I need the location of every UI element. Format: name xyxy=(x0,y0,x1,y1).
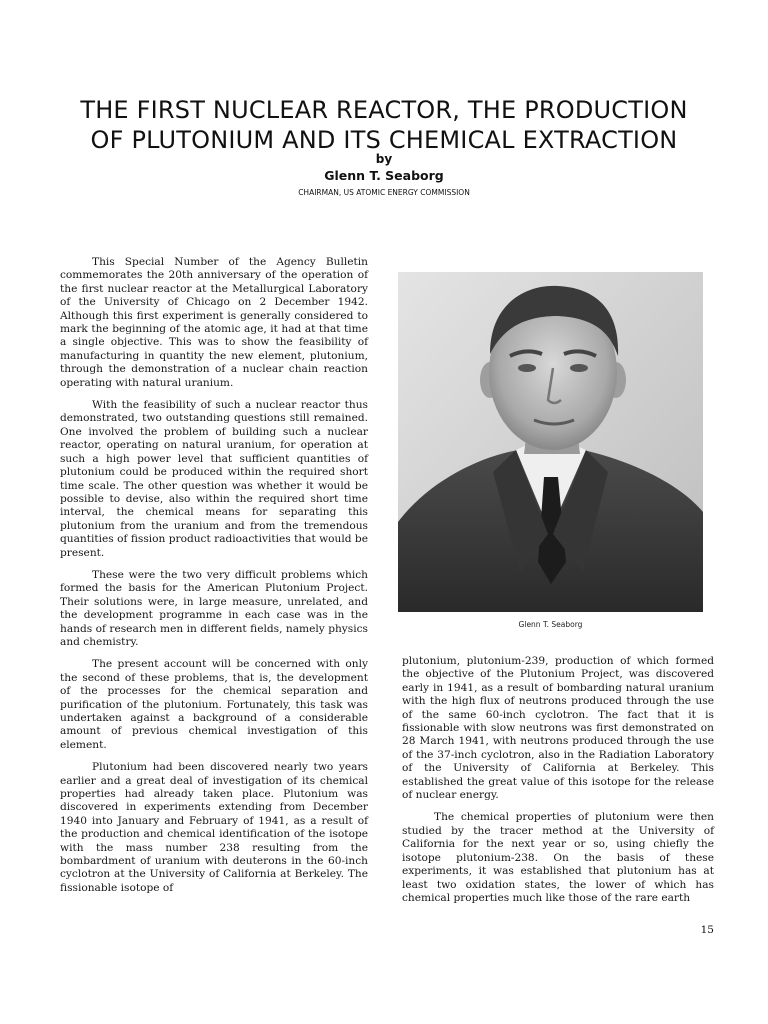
paragraph: The present account will be concerned with only the second of these problems, that is, the development of the processes for the chemical separation and purification of the plutonium. Fortunately, this task was undertaken against a background of a considerable amount of previous chemical investigation of this element. xyxy=(60,658,368,751)
page-number: 15 xyxy=(700,924,714,936)
paragraph: The chemical properties of plutonium were then studied by the tracer method at the University of California for the next year or so, using chiefly the isotope plutonium-238. On the basis of these experiments, it was established that plutonium has at least two oxidation states, the lower of which has chemical properties much like those of the rare earth xyxy=(402,811,714,904)
author-name: Glenn T. Seaborg xyxy=(324,168,444,183)
paragraph: Plutonium had been discovered nearly two years earlier and a great deal of investigation of its chemical properties had already taken place. Plutonium was discovered in experiments extending from December 1940 into January and February of 1941, as a result of the production and chemical identification of the isotope with the mass number 238 resulting from the bombardment of uranium with deuterons in the 60-inch cyclotron at the University of California at Berkeley. The fissionable isotope of xyxy=(60,761,368,894)
paragraph: With the feasibility of such a nuclear reactor thus demonstrated, two outstanding questions still remained. One involved the problem of building such a nuclear reactor, operating on natural uranium, for operation at such a high power level that sufficient quantities of plutonium could be produced within the required short time scale. The other question was whether it would be possible to devise, also within the required short time interval, the chemical means for separating this plutonium from the uranium and from the tremendous quantities of fission product radioactivities that would be present. xyxy=(60,399,368,559)
left-text-column xyxy=(60,256,368,904)
paragraph: This Special Number of the Agency Bulletin commemorates the 20th anniversary of the operation of the first nuclear reactor at the Metallurgical Laboratory of the University of Chicago on 2 December 1942. Although this first experiment is generally considered to mark the beginning of the atomic age, it had at that time a single objective. This was to show the feasibility of manufacturing in quantity the new element, plutonium, through the demonstration of a nuclear chain reaction operating with natural uranium. xyxy=(60,256,368,389)
author-portrait-photo xyxy=(398,272,703,612)
byline-by: by xyxy=(375,152,393,166)
title-line-2: OF PLUTONIUM AND ITS CHEMICAL EXTRACTION xyxy=(90,126,678,154)
article-title xyxy=(40,95,728,155)
title-line-1: THE FIRST NUCLEAR REACTOR, THE PRODUCTION xyxy=(80,96,688,124)
portrait-illustration xyxy=(398,272,703,612)
paragraph: These were the two very difficult problems which formed the basis for the American Plutonium Project. Their solutions were, in large measure, unrelated, and the development programme in each case was in the hands of research men in different fields, namely physics and chemistry. xyxy=(60,568,368,648)
paragraph: plutonium, plutonium-239, production of which formed the objective of the Plutonium Project, was discovered early in 1941, as a result of bombarding natural uranium with the high flux of neutrons produced through the use of the same 60-inch cyclotron. The fact that it is fissionable with slow neutrons was first demonstrated on 28 March 1941, with neutrons produced through the use of the 37-inch cyclotron, also in the Radiation Laboratory of the University of California at Berkeley. This established the great value of this isotope for the release of nuclear energy. xyxy=(402,655,714,802)
photo-caption: Glenn T. Seaborg xyxy=(518,620,583,629)
author-affiliation: CHAIRMAN, US ATOMIC ENERGY COMMISSION xyxy=(298,188,470,197)
right-text-column xyxy=(402,655,714,914)
